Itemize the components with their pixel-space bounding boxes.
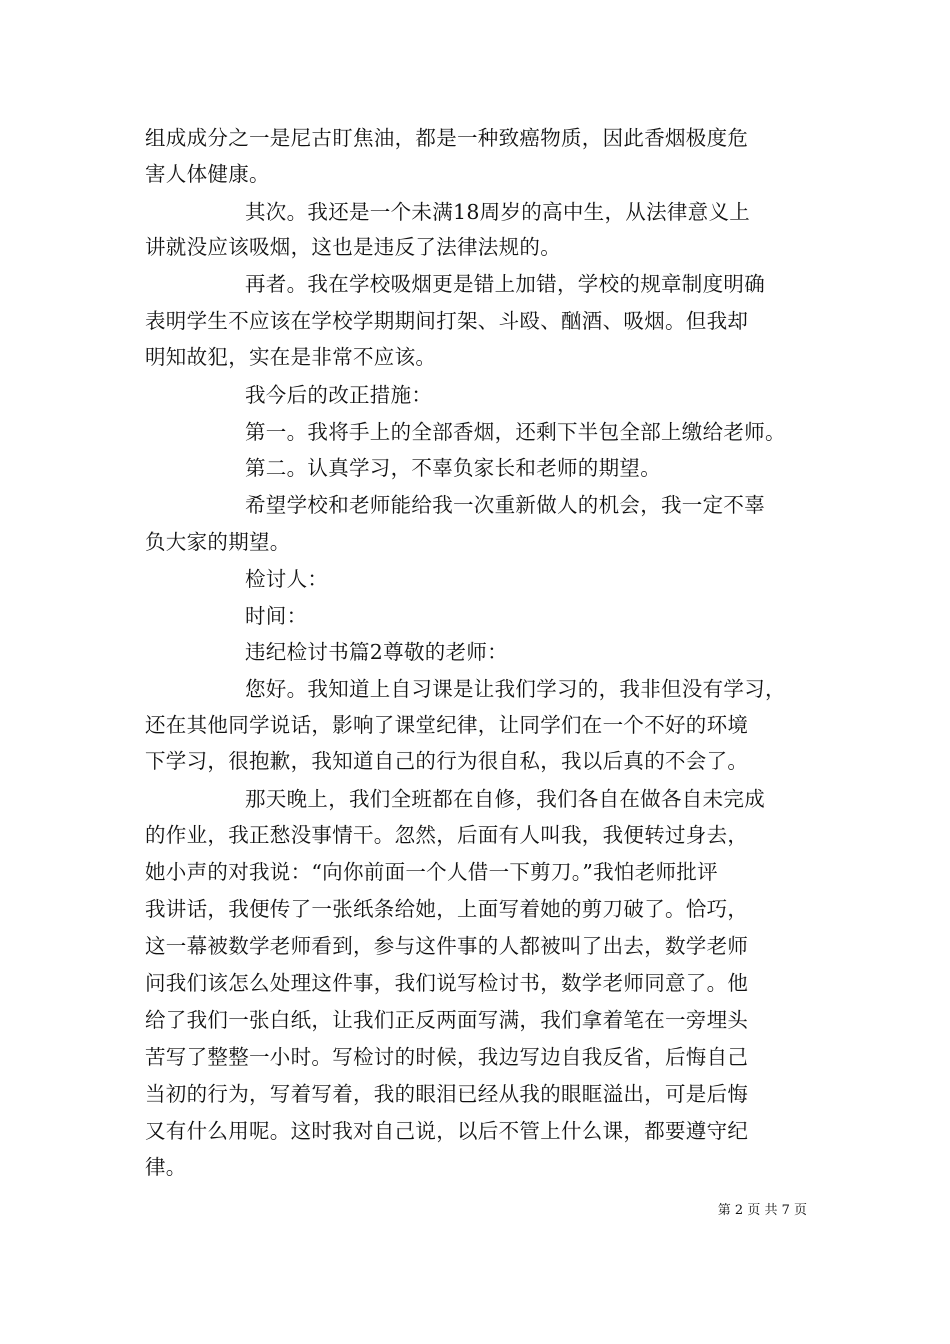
section-heading: 违纪检讨书篇2尊敬的老师： bbox=[245, 640, 508, 664]
paragraph-line: 您好。我知道上自习课是让我们学习的，我非但没有学习， bbox=[245, 677, 786, 701]
paragraph-line: 负大家的期望。 bbox=[145, 530, 291, 554]
paragraph-line: 我今后的改正措施： bbox=[245, 383, 433, 407]
paragraph-line: 这一幕被数学老师看到，参与这件事的人都被叫了出去，数学老师 bbox=[145, 934, 749, 958]
paragraph-line: 的作业，我正愁没事情干。忽然，后面有人叫我，我便转过身去， bbox=[145, 823, 749, 847]
paragraph-line: 苦写了整整一小时。写检讨的时候，我边写边自我反省，后悔自己 bbox=[145, 1045, 749, 1069]
paragraph-line: 明知故犯，实在是非常不应该。 bbox=[145, 345, 437, 369]
paragraph-line: 害人体健康。 bbox=[145, 162, 270, 186]
paragraph-line: 给了我们一张白纸，让我们正反两面写满，我们拿着笔在一旁埋头 bbox=[145, 1008, 749, 1032]
paragraph-line: 下学习，很抱歉，我知道自己的行为很自私，我以后真的不会了。 bbox=[145, 749, 749, 773]
paragraph-line: 讲就没应该吸烟，这也是违反了法律法规的。 bbox=[145, 235, 561, 259]
paragraph-line: 那天晚上，我们全班都在自修，我们各自在做各自未完成 bbox=[245, 787, 765, 811]
paragraph-line: 第一。我将手上的全部香烟，还剩下半包全部上缴给老师。 bbox=[245, 420, 786, 444]
paragraph-line: 希望学校和老师能给我一次重新做人的机会，我一定不辜 bbox=[245, 493, 765, 517]
paragraph-line: 还在其他同学说话，影响了课堂纪律，让同学们在一个不好的环境 bbox=[145, 713, 749, 737]
paragraph-line: 我讲话，我便传了一张纸条给她，上面写着她的剪刀破了。恰巧， bbox=[145, 897, 749, 921]
date-label: 时间： bbox=[245, 604, 308, 628]
paragraph-line: 再者。我在学校吸烟更是错上加错，学校的规章制度明确 bbox=[245, 272, 765, 296]
paragraph-line: 又有什么用呢。这时我对自己说，以后不管上什么课，都要遵守纪 bbox=[145, 1119, 749, 1143]
paragraph-line: 其次。我还是一个未满18周岁的高中生，从法律意义上 bbox=[245, 200, 751, 224]
paragraph-line: 第二。认真学习，不辜负家长和老师的期望。 bbox=[245, 456, 661, 480]
signature-label: 检讨人： bbox=[245, 567, 329, 591]
page-number: 第 2 页 共 7 页 bbox=[717, 1203, 807, 1218]
paragraph-line: 当初的行为，写着写着，我的眼泪已经从我的眼眶溢出，可是后悔 bbox=[145, 1082, 749, 1106]
paragraph-line: 问我们该怎么处理这件事，我们说写检讨书，数学老师同意了。他 bbox=[145, 971, 749, 995]
paragraph-line: 表明学生不应该在学校学期期间打架、斗殴、酗酒、吸烟。但我却 bbox=[145, 309, 749, 333]
paragraph-line: 她小声的对我说：“向你前面一个人借一下剪刀。”我怕老师批评 bbox=[145, 860, 718, 884]
paragraph-line: 组成成分之一是尼古盯焦油，都是一种致癌物质，因此香烟极度危 bbox=[145, 126, 749, 150]
paragraph-line: 律。 bbox=[145, 1155, 187, 1179]
